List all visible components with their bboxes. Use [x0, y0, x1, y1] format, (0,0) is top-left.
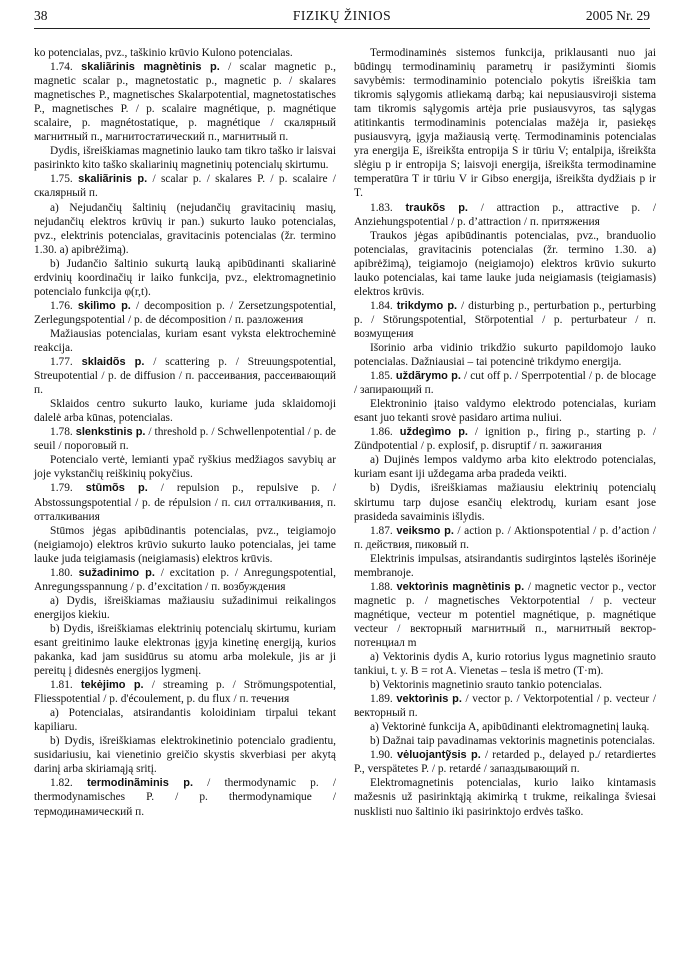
definition-paragraph: a) Nejudančių šaltinių (nejudančių gravitacinių masių, nejudančių elektros krūvių ir pan.) sukurto lauko potencialas, pvz., elektrinis potencialas, gravitacinis potencialas (žr. termino 1.30. a) apibrėžimą).	[34, 201, 336, 256]
term-entry	[34, 425, 336, 453]
entry-term: uždegìmo p.	[399, 426, 468, 439]
entry-number: 1.80.	[50, 566, 79, 579]
entry-term: vektorìnis p.	[396, 693, 462, 706]
definition-paragraph: b) Dažnai taip pavadinamas vektorinis magnetinis potencialas.	[370, 735, 655, 748]
entry-number: 1.78.	[50, 426, 76, 439]
entry-term: traukõs p.	[405, 201, 468, 214]
entry-translations: / action p. / Aktionspotential / p. d’action / п. действия, пиковый п.	[354, 524, 656, 551]
entry-translations: / ignition p., firing p., starting p. / Zündpotential / p. explosif, p. disruptif / п. зажигания	[354, 426, 656, 453]
definition-paragraph: Elektroninio įtaiso valdymo elektrodo potencialas, kuriam esant juo tekanti srovė pasidaro artima nuliui.	[354, 398, 656, 425]
entry-term: skilìmo p.	[77, 299, 131, 312]
definition-paragraph: Potencialo vertė, lemianti ypač ryškius medžiagos savybių ar joje vykstančių reiškinių pokyčius.	[34, 454, 336, 481]
entry-number: 1.88.	[370, 580, 397, 593]
term-entry	[354, 692, 656, 720]
entry-term: trikdymo p.	[396, 299, 458, 312]
definition-paragraph: Traukos jėgas apibūdinantis potencialas, pvz., branduolio potencialas, gravitacinis potencialas (žr. termino 1.30. a) apibrėžimą), teigiamojo (neigiamojo) elektros krūvio sukurto lauko potencialas, kai tame lauke juda neigiamasis (teigiamasis) elektros krūvis.	[354, 229, 656, 298]
entry-number: 1.83.	[370, 201, 406, 214]
entry-number: 1.90.	[370, 749, 397, 762]
entry-translations: / excitation p. / Anregungspotential, Anregungsspannung / p. d’excitation / п. возбуждения	[34, 566, 336, 593]
definition-paragraph: a) Dujinės lempos valdymo arba kito elektrodo potencialas, kuriam esant iji uždegama arba pradeda veikti.	[354, 454, 656, 481]
definition-paragraph: b) Judančio šaltinio sukurtą lauką apibūdinanti skaliarinė erdvinių koordinačių ir laiko funkcija, pvz., elektromagnetinio potencialo funkcija φ(r,t).	[34, 257, 336, 298]
entry-number: 1.86.	[370, 426, 400, 439]
definition-paragraph: Elektromagnetinis potencialas, kurio laiko kintamasis mažesnis už pasirinktąją akimirką t trukme, reikalinga šviesai nusklisti nuo šaltinio iki pasirinktojo erdvės taško.	[354, 777, 656, 818]
entry-number: 1.81.	[50, 679, 81, 692]
entry-number: 1.89.	[370, 693, 397, 706]
entry-translations: / retarded p., delayed p./ retardiertes P., verspätetes P. / p. retardé / запаздывающий п.	[354, 749, 656, 776]
definition-paragraph: b) Vektorinis magnetinio srauto tankio potencialas.	[370, 679, 602, 692]
entry-term: termodinãminis p.	[86, 777, 193, 790]
definition-paragraph: a) Potencialas, atsirandantis koloidiniam tirpalui tekant kapiliaru.	[34, 707, 336, 734]
entry-translations: / disturbing p., perturbation p., perturbing p. / Störungspotential, Störpotential / p. perturbateur / п. возмущения	[354, 299, 656, 340]
term-entry	[34, 776, 336, 818]
entry-number: 1.76.	[50, 299, 78, 312]
term-entry	[34, 678, 336, 706]
entry-term: slenkstinis p.	[75, 426, 146, 439]
definition-paragraph: Sklaidos centro sukurto lauko, kuriame juda sklaidomoji dalelė arba kūnas, potencialas.	[34, 398, 336, 425]
entry-translations: / cut off p. / Sperrpotential / p. de blocage / запирающий п.	[354, 370, 656, 397]
entry-translations: / decomposition p. / Zersetzungspotential, Zerlegungspotential / p. de décomposition / п. разложения	[34, 299, 336, 326]
entry-number: 1.85.	[370, 370, 396, 383]
entry-term: tekėjimo p.	[80, 679, 144, 692]
entry-translations: / scalar p. / skalares P. / p. scalaire / скалярный п.	[34, 173, 336, 200]
entry-number: 1.87.	[370, 524, 397, 537]
entry-translations: / magnetic vector p., vector magnetic p. / magnetisches Vektorpotential / p. vecteur magnétique, vecteur m potentiel magnétique, p. magnétique vecteur / векторный магнитный п., магнитный вектор-потенциал m	[354, 580, 656, 649]
definition-paragraph: Stūmos jėgas apibūdinantis potencialas, pvz., teigiamojo (neigiamojo) elektros krūvio sukurto lauko potencialas, jei tame lauke juda teigiamasis (neigiamasis) elektros krūvis.	[34, 524, 336, 565]
journal-title: FIZIKŲ ŽINIOS	[292, 8, 392, 23]
entry-translations: / threshold p. / Schwellenpotential / p. de seuil / пороговый п.	[34, 426, 336, 453]
entry-translations: / scalar magnetic p., magnetic scalar p., magnetostatic p., magnetic p. / skalares magnetisches P., magnetisches Skalarpotential, magnetostatisches P., magnetisches P. / p. scalaire magnétique, p. magnétique scalaire, p. magnétostatique, p. magnétique / скалярный магнитный п., магнитостатический п., магнитный п.	[34, 61, 336, 144]
term-entry	[354, 201, 656, 229]
term-entry	[34, 355, 336, 397]
entry-translations: / repulsion p., repulsive p. / Abstossungspotential / p. de répulsion / п. сил отталкивания, п. отталкивания	[34, 482, 336, 523]
entry-translations: / attraction p., attractive p. / Anziehungspotential / p. d’attraction / п. притяжения	[354, 201, 656, 228]
term-entry	[34, 60, 336, 144]
entry-number: 1.84.	[370, 299, 397, 312]
term-entry	[34, 172, 336, 200]
entry-number: 1.79.	[50, 482, 86, 495]
issue-label: 2005 Nr. 29	[585, 8, 650, 23]
definition-paragraph: b) Dydis, išreiškiamas elektrinių potencialų skirtumu, kuriam esant greitinimo lauke elektronas įgyja kinetinę energiją, kurios pakanka, kad jam susidūrus su atomu arba molekule, jis ar ji pereitų į didesnės energijos lygmenį.	[34, 622, 336, 678]
term-entry	[34, 299, 336, 327]
entry-number: 1.77.	[50, 356, 82, 369]
entry-number: 1.82.	[50, 777, 87, 790]
term-entry	[354, 580, 656, 650]
definition-paragraph: a) Vektorinė funkcija A, apibūdinanti elektromagnetinį lauką.	[370, 721, 650, 734]
entry-translations: / thermodynamic p. / thermodynamisches P. / p. thermodynamique / термодинамический п.	[34, 777, 336, 818]
definition-paragraph: Dydis, išreiškiamas magnetinio lauko tam tikro taško ir laisvai pasirinkto kito taško skaliarinių magnetinių potencialų skirtumu.	[34, 145, 336, 172]
page-header	[34, 6, 650, 29]
term-entry	[354, 748, 656, 776]
definition-paragraph: b) Dydis, išreiškiamas mažiausiu elektrinių potencialų skirtumu tarp dujose esančių elektrodų, kuriam esant jose prasideda savaiminis išlydis.	[354, 482, 656, 523]
term-entry	[354, 299, 656, 341]
entry-term: sklaidõs p.	[81, 356, 145, 369]
entry-term: vėluojantỹsis p.	[396, 749, 481, 762]
entry-term: vektorìnis magnètinis p.	[396, 580, 525, 593]
definition-paragraph: Termodinaminės sistemos funkcija, priklausanti nuo jai būdingų termodinaminių parametrų ir pasižyminti šiomis savybėmis: termodinaminio potencialo pokytis išreiškia tam tikromis sąlygomis atliekamą darbą; kai nepusiausviroji sistema tam tikromis sąlygomis artėja prie pusiausvyros, tas sąlygas atitinkantis termodinaminis potencialas mažėja ir, pasiekęs pusiausvyrą, įgyja mažiausią vertę. Termodinaminis potencialas yra energija E, išreikšta entropija S ir tūriu V; entalpija, išreikšta slėgiu p ir entropija S; laisvoji energija, išreikšta termodinamine temperatūra T ir tūriu V ir Gibso energija, išreikšta dydžiais p ir T.	[354, 47, 656, 200]
entry-translations: / streaming p. / Strömungspotential, Fliesspotential / p. d'écoulement, p. du flux / п. течения	[34, 679, 336, 706]
entry-translations: / scattering p. / Streuungspotential, Streupotential / p. de diffusion / п. рассеивания, рассеивающий п.	[34, 356, 336, 397]
entry-term: skaliãrinis p.	[78, 173, 148, 186]
paragraph-continuation: ko potencialas, pvz., taškinio krūvio Kulono potencialas.	[34, 47, 293, 59]
page-number: 38	[34, 8, 48, 23]
right-column	[354, 46, 656, 819]
entry-term: skaliãrinis magnètinis p.	[81, 61, 220, 74]
term-entry	[354, 369, 656, 397]
entry-term: sužadinimo p.	[78, 566, 155, 579]
entry-translations: / vector p. / Vektorpotential / p. vecteur / векторный п.	[354, 693, 656, 720]
entry-term: uždãrymo p.	[395, 370, 461, 383]
entry-number: 1.74.	[50, 61, 82, 74]
entry-number: 1.75.	[50, 173, 79, 186]
entry-term: veiksmo p.	[396, 524, 454, 537]
definition-paragraph: Išorinio arba vidinio trikdžio sukurto papildomojo lauko potencialas. Dažniausiai – tai potencinė trikdymo energija.	[354, 341, 656, 369]
term-entry	[34, 481, 336, 523]
entry-term: stūmõs p.	[85, 482, 148, 495]
term-entry	[34, 566, 336, 594]
term-entry	[354, 425, 656, 453]
definition-paragraph: b) Dydis, išreiškiamas elektrokinetinio potencialo gradientu, susidariusiu, kai vienetinio greičio skystis skverbiasi per akytą darinį arba skiriamąją sritį.	[34, 735, 336, 776]
definition-paragraph: a) Dydis, išreiškiamas mažiausiu sužadinimui reikalingos energijos kiekiu.	[34, 594, 336, 621]
definition-paragraph: Elektrinis impulsas, atsirandantis sudirgintos ląstelės išorinėje membranoje.	[354, 552, 656, 579]
term-entry	[354, 524, 656, 552]
left-column	[34, 46, 336, 819]
definition-paragraph: a) Vektorinis dydis A, kurio rotorius lygus magnetinio srauto tankiui, t. y. B = rot A. Vienetas – tesla iš metro (T·m).	[354, 651, 656, 678]
definition-paragraph: Mažiausias potencialas, kuriam esant vyksta elektrocheminė reakcija.	[34, 327, 336, 354]
